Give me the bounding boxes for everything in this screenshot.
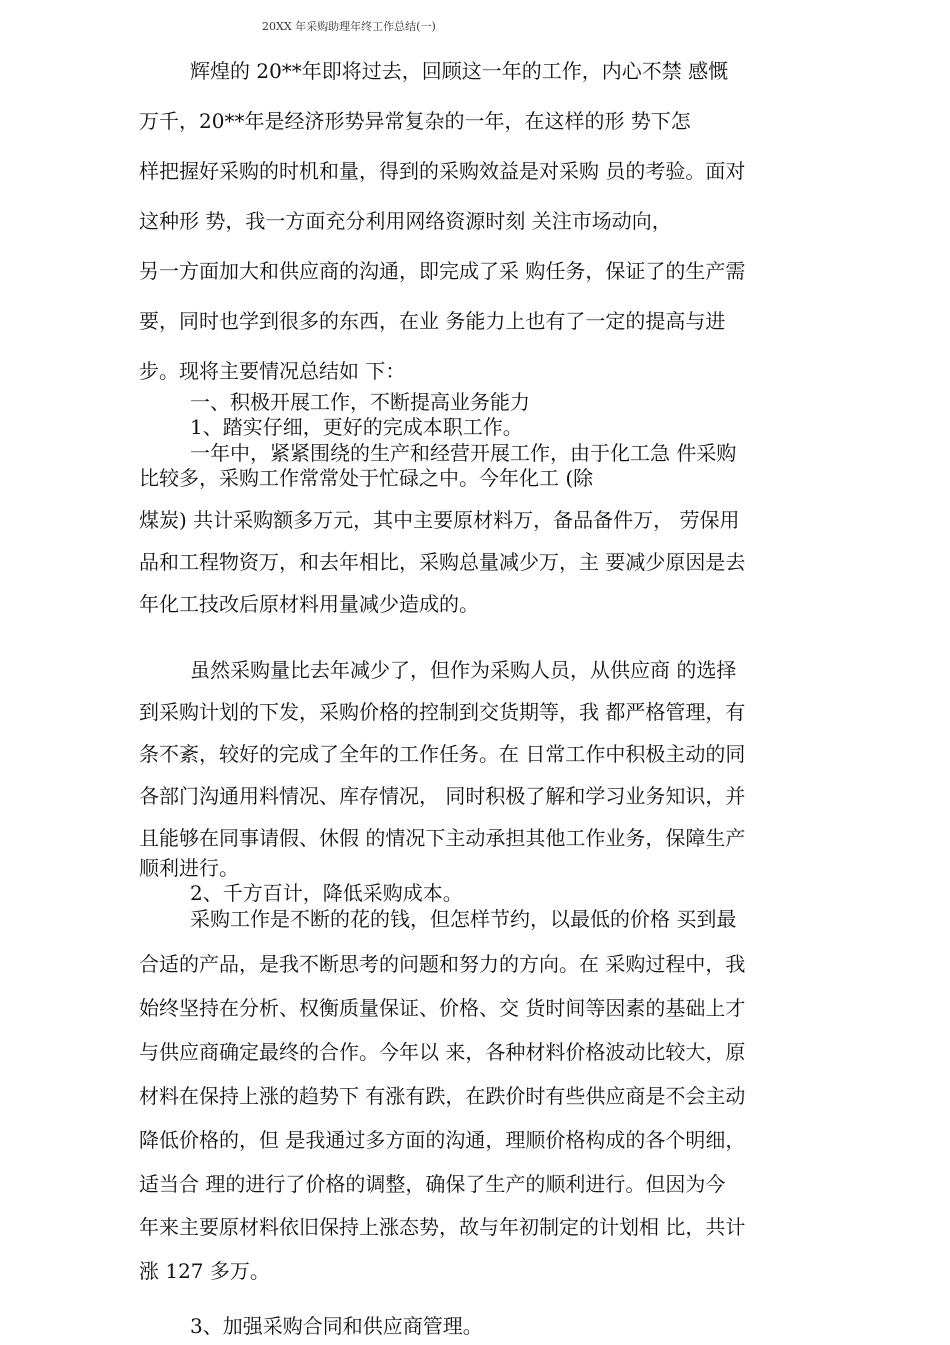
paragraph-line: 合适的产品，是我不断思考的问题和努力的方向。在 采购过程中，我 [139, 952, 746, 976]
paragraph-line: 与供应商确定最终的合作。今年以 来，各种材料价格波动比较大，原 [139, 1040, 746, 1064]
paragraph-line: 涨 127 多万。 [139, 1259, 270, 1283]
paragraph-line: 另一方面加大和供应商的沟通，即完成了采 购任务，保证了的生产需 [139, 259, 746, 283]
paragraph-line: 虽然采购量比去年减少了，但作为采购人员，从供应商 的选择 [190, 658, 737, 682]
paragraph-line: 采购工作是不断的花的钱，但怎样节约，以最低的价格 买到最 [190, 907, 737, 931]
paragraph-line: 顺利进行。 [139, 856, 239, 880]
page-header: 20XX 年采购助理年终工作总结(一) [262, 20, 436, 33]
paragraph-line: 始终坚持在分析、权衡质量保证、价格、交 货时间等因素的基础上才 [139, 996, 746, 1020]
paragraph-line: 年来主要原材料依旧保持上涨态势，故与年初制定的计划相 比，共计 [139, 1215, 746, 1239]
subsection-heading: 1、踏实仔细，更好的完成本职工作。 [190, 415, 523, 439]
paragraph-line: 一年中，紧紧围绕的生产和经营开展工作，由于化工急 件采购 [190, 441, 737, 465]
paragraph-line: 辉煌的 20**年即将过去，回顾这一年的工作，内心不禁 感慨 [190, 59, 729, 83]
paragraph-line: 条不紊，较好的完成了全年的工作任务。在 日常工作中积极主动的同 [139, 742, 746, 766]
subsection-heading: 3、加强采购合同和供应商管理。 [190, 1314, 483, 1338]
subsection-heading: 2、千方百计，降低采购成本。 [190, 881, 463, 905]
paragraph-line: 要，同时也学到很多的东西，在业 务能力上也有了一定的提高与进 [139, 309, 726, 333]
paragraph-line: 煤炭) 共计采购额多万元，其中主要原材料万，备品备件万， 劳保用 [139, 508, 740, 532]
paragraph-line: 到采购计划的下发，采购价格的控制到交货期等，我 都严格管理，有 [139, 700, 746, 724]
paragraph-line: 年化工技改后原材料用量减少造成的。 [139, 592, 479, 616]
paragraph-line: 降低价格的，但 是我通过多方面的沟通，理顺价格构成的各个明细， [139, 1128, 746, 1152]
paragraph-line: 步。现将主要情况总结如 下： [139, 359, 406, 383]
paragraph-line: 品和工程物资万，和去年相比，采购总量减少万，主 要减少原因是去 [139, 550, 746, 574]
paragraph-line: 这种形 势，我一方面充分利用网络资源时刻 关注市场动向， [139, 209, 672, 233]
paragraph-line: 材料在保持上涨的趋势下 有涨有跌，在跌价时有些供应商是不会主动 [139, 1084, 746, 1108]
paragraph-line: 样把握好采购的时机和量，得到的采购效益是对采购 员的考验。面对 [139, 159, 746, 183]
paragraph-line: 比较多，采购工作常常处于忙碌之中。今年化工 (除 [139, 466, 594, 490]
paragraph-line: 各部门沟通用料情况、库存情况， 同时积极了解和学习业务知识，并 [139, 784, 746, 808]
paragraph-line: 且能够在同事请假、休假 的情况下主动承担其他工作业务，保障生产 [139, 826, 746, 850]
section-heading: 一、积极开展工作，不断提高业务能力 [190, 390, 530, 414]
paragraph-line: 适当合 理的进行了价格的调整，确保了生产的顺利进行。但因为今 [139, 1172, 726, 1196]
paragraph-line: 万千，20**年是经济形势异常复杂的一年，在这样的形 势下怎 [139, 109, 691, 133]
